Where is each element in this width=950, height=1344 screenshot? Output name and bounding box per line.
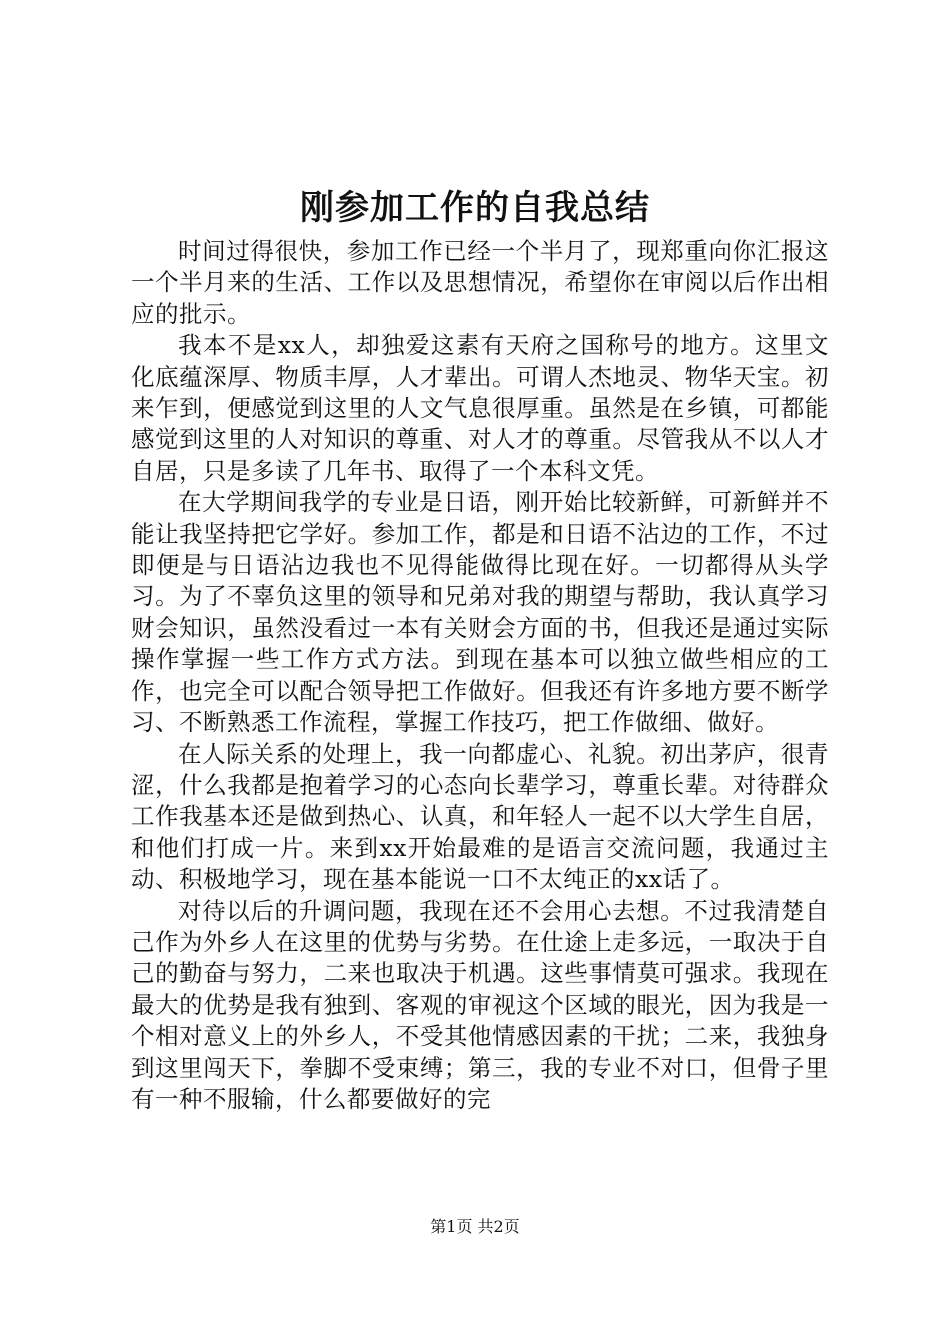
document-title: 刚参加工作的自我总结 (300, 188, 650, 228)
page-footer: 第1页 共2页 (430, 1217, 520, 1236)
paragraph-5: 对待以后的升调问题，我现在还不会用心去想。不过我清楚自己作为外乡人在这里的优势与劣势。在仕途上走多远，一取决于自己的勤奋与努力，二来也取决于机遇。这些事情莫可强求。我现在最大的优势是我有独到、客观的审视这个区域的眼光，因为我是一个相对意义上的外乡人，不受其他情感因素的干扰；二来，我独身到这里闯天下，拳脚不受束缚；第三，我的专业不对口，但骨子里有一种不服输，什么都要做好的完 (131, 896, 829, 1113)
document-body (131, 236, 829, 1186)
paragraph-4: 在人际关系的处理上，我一向都虚心、礼貌。初出茅庐，很青涩，什么我都是抱着学习的心态向长辈学习，尊重长辈。对待群众工作我基本还是做到热心、认真，和年轻人一起不以大学生自居，和他们打成一片。来到xx开始最难的是语言交流问题，我通过主动、积极地学习，现在基本能说一口不太纯正的xx话了。 (131, 739, 829, 894)
paragraph-1: 时间过得很快，参加工作已经一个半月了，现郑重向你汇报这一个半月来的生活、工作以及思想情况，希望你在审阅以后作出相应的批示。 (131, 237, 829, 328)
paragraph-2: 我本不是xx人，却独爱这素有天府之国称号的地方。这里文化底蕴深厚、物质丰厚，人才辈出。可谓人杰地灵、物华天宝。初来乍到，便感觉到这里的人文气息很厚重。虽然是在乡镇，可都能感觉到这里的人对知识的尊重、对人才的尊重。尽管我从不以人才自居，只是多读了几年书、取得了一个本科文凭。 (131, 331, 829, 485)
paragraph-3: 在大学期间我学的专业是日语，刚开始比较新鲜，可新鲜并不能让我坚持把它学好。参加工作，都是和日语不沾边的工作，不过即便是与日语沾边我也不见得能做得比现在好。一切都得从头学习。为了不辜负这里的领导和兄弟对我的期望与帮助，我认真学习财会知识，虽然没看过一本有关财会方面的书，但我还是通过实际操作掌握一些工作方式方法。到现在基本可以独立做些相应的工作，也完全可以配合领导把工作做好。但我还有许多地方要不断学习、不断熟悉工作流程，掌握工作技巧，把工作做细、做好。 (131, 488, 829, 737)
